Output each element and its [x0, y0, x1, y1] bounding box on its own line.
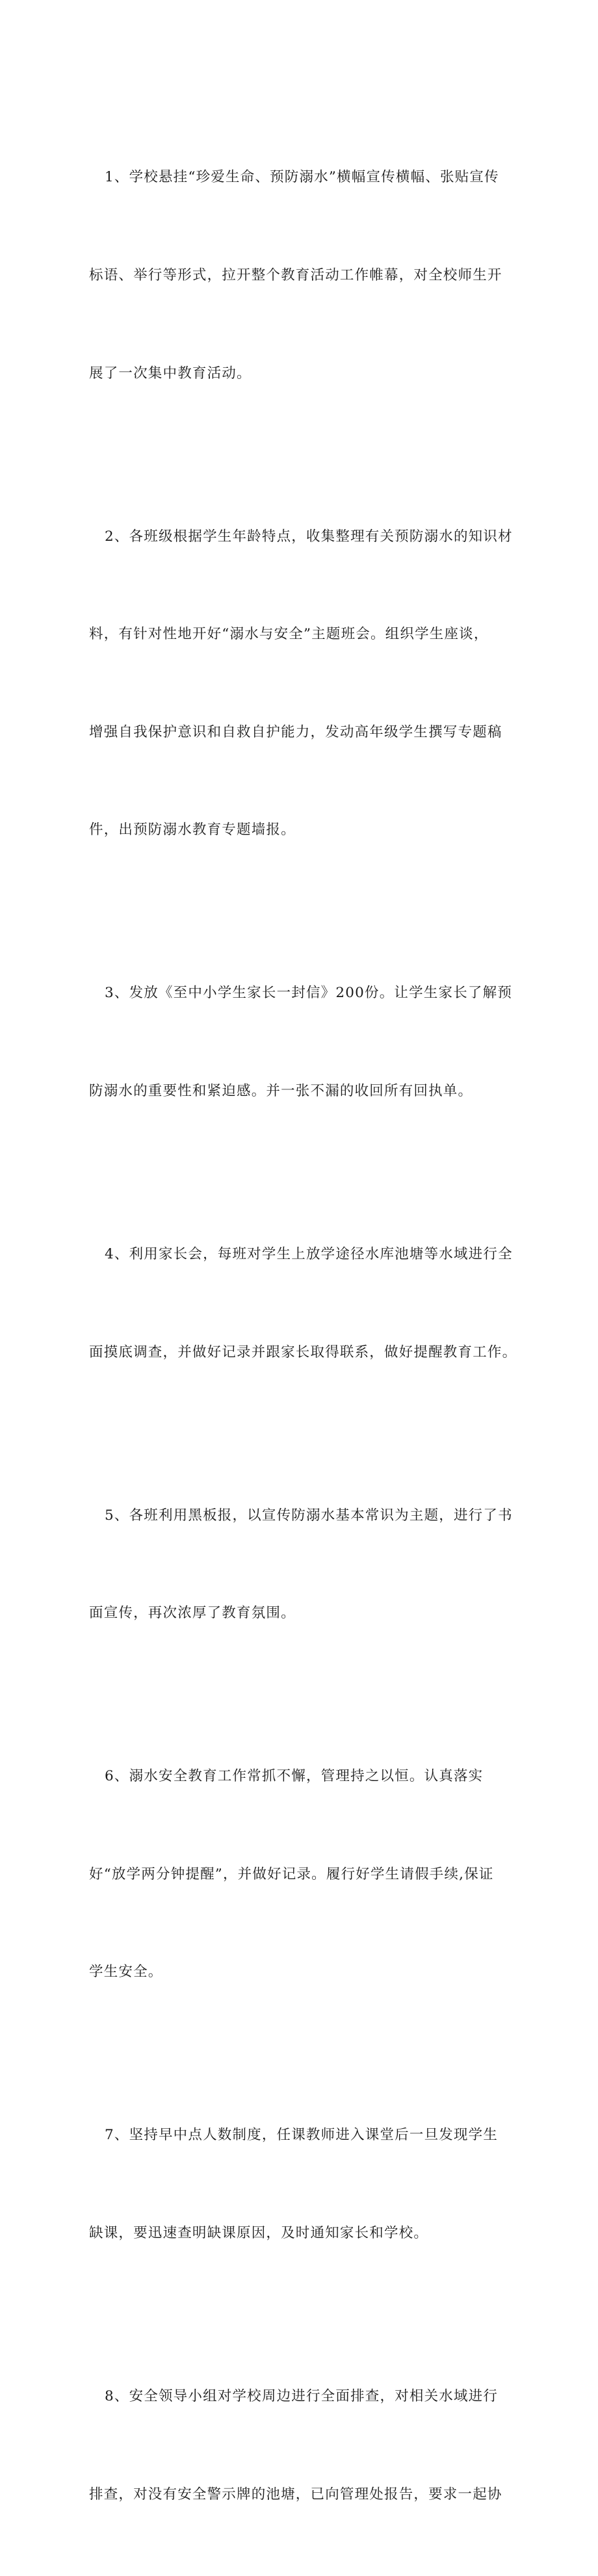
paragraph-4	[89, 1173, 518, 1435]
paragraph-5	[89, 1434, 518, 1695]
paragraph-line: 面宣传，再次浓厚了教育氛围。	[89, 1605, 296, 1622]
paragraph-line: 增强自我保护意识和自救自护能力，发动高年级学生撰写专题稿	[89, 723, 502, 740]
paragraph-line: 4、利用家长会，每班对学生上放学途径水库池塘等水域进行全	[105, 1245, 513, 1262]
paragraph-7	[89, 2054, 518, 2315]
paragraph-line: 标语、举行等形式，拉开整个教育活动工作帷幕，对全校师生开	[89, 267, 502, 283]
document-body	[89, 96, 518, 2576]
paragraph-line: 2、各班级根据学生年龄特点，收集整理有关预防溺水的知识材	[105, 528, 513, 545]
paragraph-line: 展了一次集中教育活动。	[89, 365, 252, 382]
paragraph-2	[89, 455, 518, 912]
paragraph-line: 缺课，要迅速查明缺课原因，及时通知家长和学校。	[89, 2224, 429, 2241]
paragraph-line: 件，出预防溺水教育专题墙报。	[89, 822, 296, 839]
paragraph-line: 面摸底调查，并做好记录并跟家长取得联系，做好提醒教育工作。	[89, 1344, 517, 1360]
paragraph-line: 5、各班利用黑板报，以宣传防溺水基本常识为主题，进行了书	[105, 1507, 513, 1524]
paragraph-line: 学生安全。	[89, 1964, 163, 1981]
paragraph-6	[89, 1695, 518, 2054]
paragraph-8	[89, 2315, 518, 2576]
paragraph-line: 6、溺水安全教育工作常抓不懈，管理持之以恒。认真落实	[105, 1768, 484, 1785]
paragraph-line: 7、坚持早中点人数制度，任课教师进入课堂后一旦发现学生	[105, 2127, 499, 2144]
paragraph-line: 排查，对没有安全警示牌的池塘，已向管理处报告，要求一起协	[89, 2486, 502, 2503]
paragraph-line: 8、安全领导小组对学校周边进行全面排查，对相关水域进行	[105, 2387, 499, 2404]
paragraph-line: 料，有针对性地开好“溺水与安全”主题班会。组织学生座谈，	[89, 626, 489, 643]
paragraph-line: 1、学校悬挂“珍爱生命、预防溺水”横幅宣传横幅、张贴宣传	[105, 169, 499, 186]
paragraph-1	[89, 96, 518, 455]
paragraph-3	[89, 912, 518, 1173]
paragraph-line: 3、发放《至中小学生家长一封信》200份。让学生家长了解预	[105, 985, 513, 1002]
paragraph-line: 好“放学两分钟提醒”，并做好记录。履行好学生请假手续,保证	[89, 1866, 494, 1882]
paragraph-line: 防溺水的重要性和紧迫感。并一张不漏的收回所有回执单。	[89, 1082, 473, 1099]
